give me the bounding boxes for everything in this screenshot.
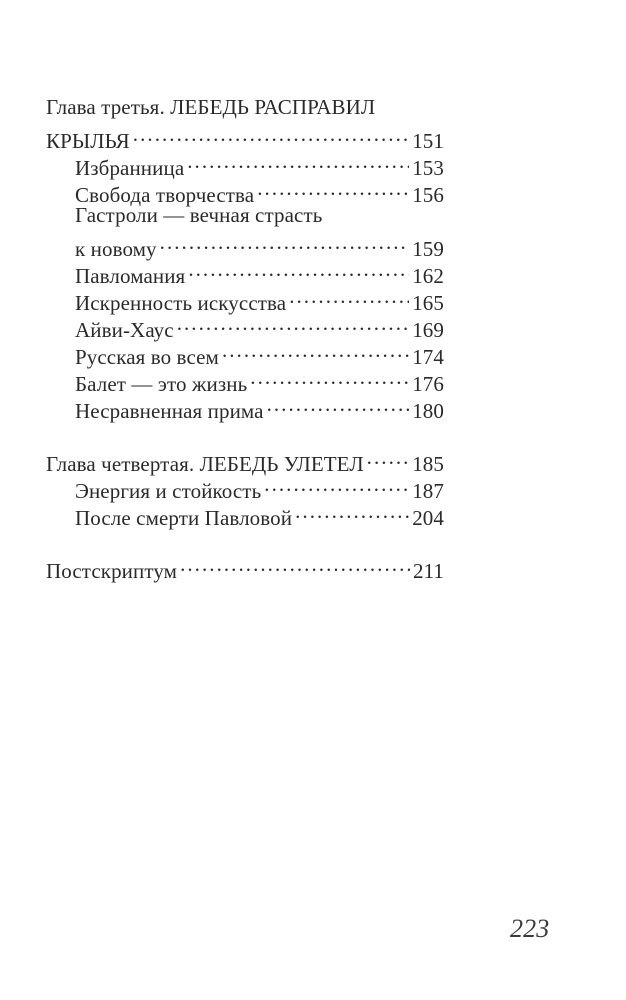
toc-entry-wrapped-line [75, 202, 444, 229]
section-title: Айви-Хаус [75, 318, 174, 342]
chapter-4-title: Глава четвертая. ЛЕБЕДЬ УЛЕТЕЛ [46, 452, 364, 476]
dot-leader [180, 551, 410, 578]
section-page: 176 [412, 372, 444, 396]
postscript-entry[interactable] [46, 551, 444, 583]
section-page: 159 [412, 237, 444, 261]
section-page: 153 [412, 156, 444, 180]
section-title-cont: к новому [75, 237, 157, 261]
dot-leader [188, 256, 409, 283]
section-page: 165 [412, 291, 444, 315]
dot-leader [177, 310, 409, 337]
section-title: Несравненная прима [75, 399, 264, 423]
section-page: 187 [412, 479, 444, 503]
dot-leader [267, 391, 410, 418]
chapter-3-entry[interactable] [46, 121, 444, 153]
section-title: После смерти Павловой [75, 506, 293, 530]
section-title: Избранница [75, 156, 185, 180]
chapter-3-title: Глава третья. ЛЕБЕДЬ РАСПРАВИЛ [46, 95, 376, 119]
section-title: Искренность искусства [75, 291, 287, 315]
dot-leader [222, 337, 409, 364]
section-page: 162 [412, 264, 444, 288]
dot-leader [187, 148, 409, 175]
toc-entry[interactable] [75, 148, 444, 180]
section-title: Энергия и стойкость [75, 479, 262, 503]
chapter-4-entry[interactable] [46, 444, 444, 476]
section-title: Павломания [75, 264, 186, 288]
section-title: Русская во всем [75, 345, 219, 369]
section-page: 156 [412, 183, 444, 207]
section-page: 174 [412, 345, 444, 369]
postscript-page: 211 [412, 559, 444, 583]
dot-leader [250, 364, 409, 391]
dot-leader [295, 498, 409, 525]
dot-leader [264, 471, 409, 498]
postscript-title: Постскриптум [46, 559, 178, 583]
chapter-3-title-line [46, 94, 444, 121]
section-page: 204 [412, 506, 444, 530]
chapter-3-page: 151 [412, 129, 444, 153]
table-of-contents [46, 94, 444, 583]
dot-leader [367, 444, 410, 471]
section-title: Свобода творчества [75, 183, 255, 207]
dot-leader [160, 229, 410, 256]
toc-entry[interactable] [75, 229, 444, 261]
section-page: 180 [412, 399, 444, 423]
chapter-4-page: 185 [412, 452, 444, 476]
section-page: 169 [412, 318, 444, 342]
section-title: Балет — это жизнь [75, 372, 248, 396]
dot-leader [133, 121, 409, 148]
chapter-3-title-cont: КРЫЛЬЯ [46, 129, 130, 153]
page-number: 223 [510, 914, 550, 943]
dot-leader [289, 283, 409, 310]
section-title: Гастроли — вечная страсть [75, 203, 323, 227]
dot-leader [257, 175, 409, 202]
